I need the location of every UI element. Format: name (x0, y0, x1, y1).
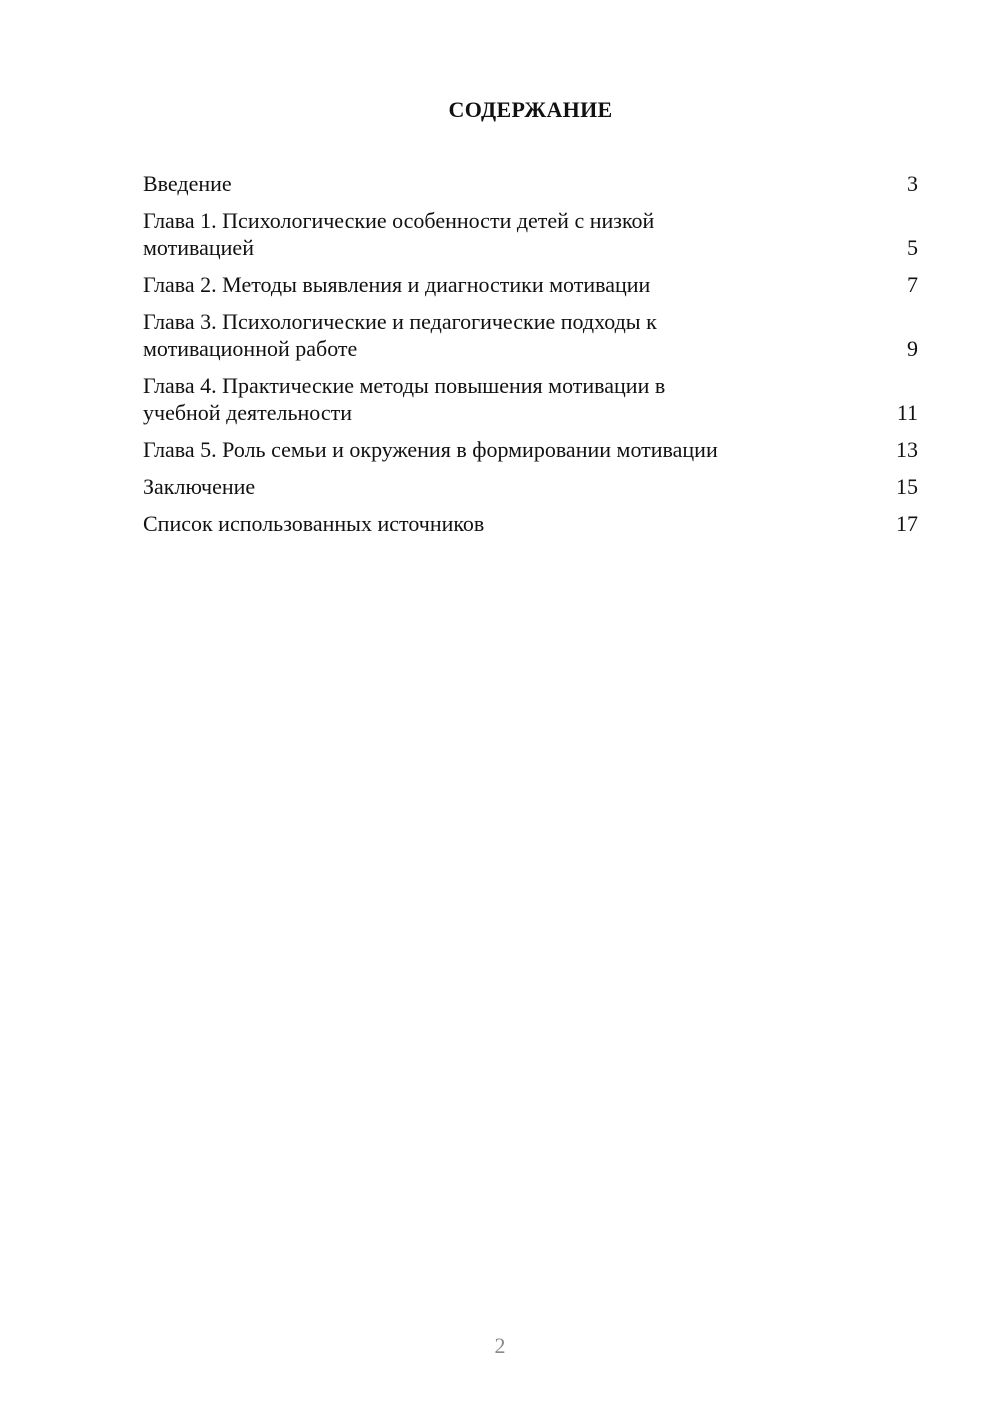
toc-entry-page: 17 (896, 511, 918, 536)
toc-entry-line: Глава 1. Психологические особенности детей с низкой (143, 208, 655, 233)
toc-entry-chapter-4 (143, 372, 918, 426)
toc-entry-title (143, 436, 734, 463)
toc-entry-title (143, 473, 271, 500)
toc-entry-line: мотивационной работе (143, 336, 358, 361)
toc-entry-introduction (143, 170, 918, 197)
toc-entry-line: Введение (143, 171, 232, 196)
toc-entry-page: 7 (907, 272, 918, 297)
toc-heading: СОДЕРЖАНИЕ (448, 97, 613, 122)
toc-entry-chapter-3 (143, 308, 918, 362)
table-of-contents (143, 170, 918, 547)
toc-entry-page: 9 (907, 336, 918, 361)
toc-entry-page: 15 (896, 474, 918, 499)
toc-entry-page: 3 (907, 171, 918, 196)
toc-entry-line: Глава 4. Практические методы повышения мотивации в (143, 373, 666, 398)
toc-entry-chapter-1 (143, 207, 918, 261)
toc-entry-line: Список использованных источников (143, 511, 485, 536)
page-number: 2 (494, 1333, 506, 1358)
toc-entry-line: Глава 2. Методы выявления и диагностики мотивации (143, 272, 651, 297)
toc-entry-line: мотивацией (143, 235, 254, 260)
toc-entry-page: 13 (896, 437, 918, 462)
toc-entry-page: 11 (896, 400, 918, 425)
toc-entry-title (143, 271, 666, 298)
toc-entry-page: 5 (907, 235, 918, 260)
toc-entry-title (143, 308, 673, 362)
toc-entry-conclusion (143, 473, 918, 500)
toc-entry-line: Заключение (143, 474, 256, 499)
toc-entry-references (143, 510, 918, 537)
toc-entry-title (143, 510, 500, 537)
toc-entry-line: Глава 3. Психологические и педагогические подходы к (143, 309, 657, 334)
toc-entry-chapter-5 (143, 436, 918, 463)
toc-entry-title (143, 207, 670, 261)
toc-entry-line: учебной деятельности (143, 400, 353, 425)
toc-entry-title (143, 170, 248, 197)
toc-entry-title (143, 372, 681, 426)
toc-entry-line: Глава 5. Роль семьи и окружения в формировании мотивации (143, 437, 718, 462)
toc-entry-chapter-2 (143, 271, 918, 298)
